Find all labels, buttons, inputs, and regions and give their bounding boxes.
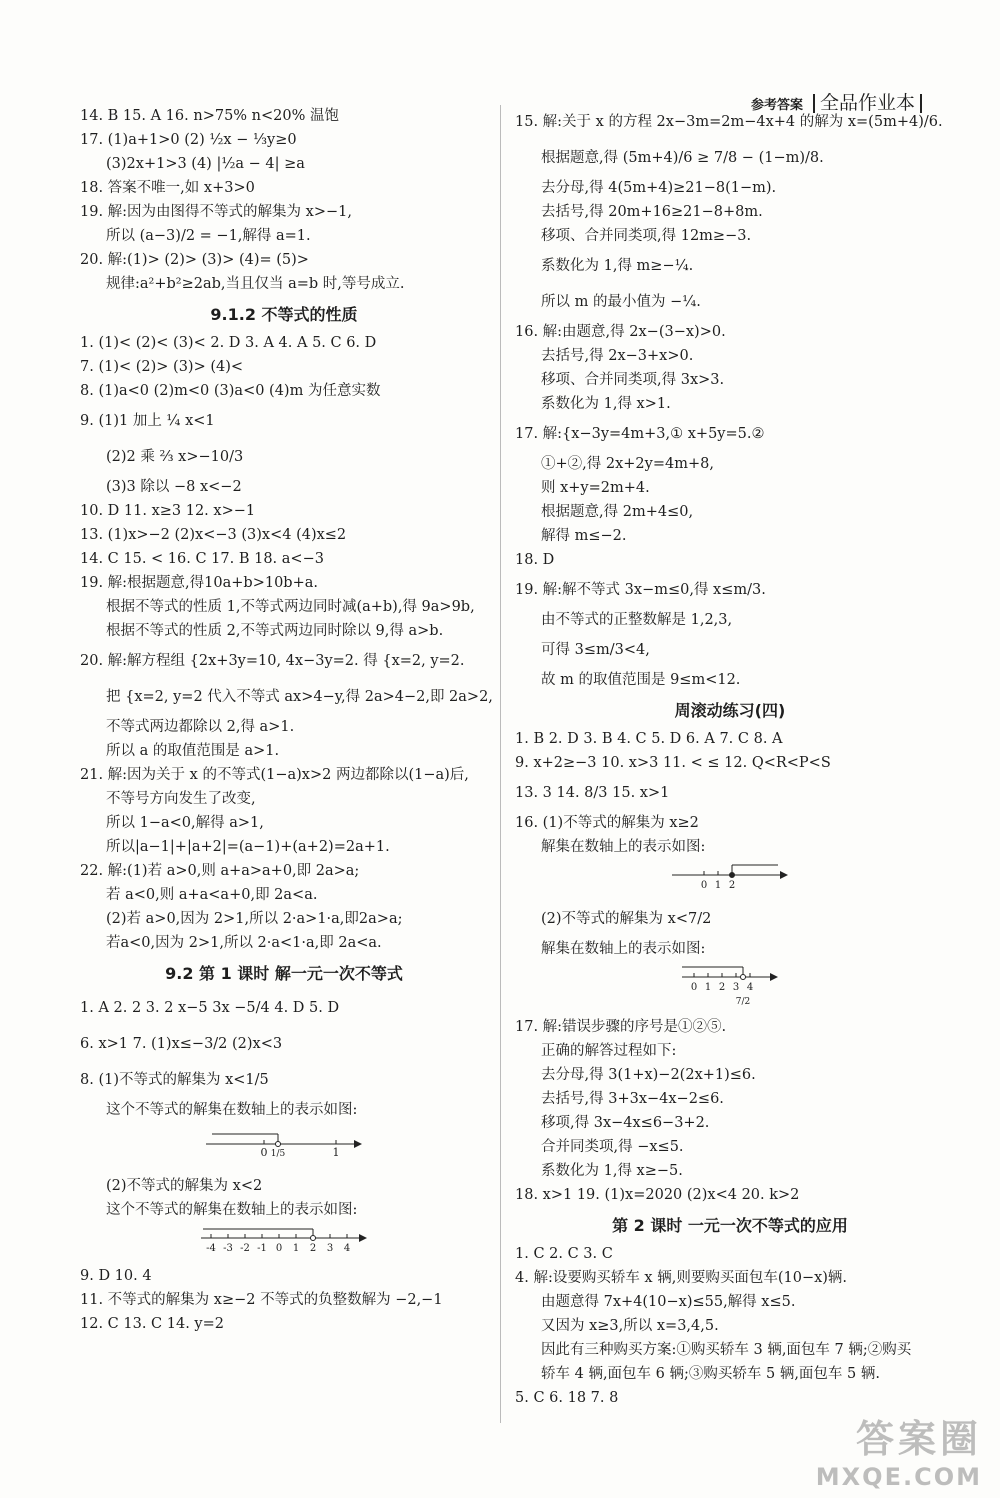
column-divider <box>500 105 501 1423</box>
answer-line: 22. 解:(1)若 a>0,则 a+a>a+0,即 2a>a; <box>80 863 360 879</box>
axis-arrow <box>780 871 788 879</box>
tick-label: 2 <box>718 982 726 993</box>
answer-line: (3)3 除以 −8 x<−2 <box>106 479 242 495</box>
answer-line: 若 a<0,则 a+a<a+0,即 2a<a. <box>106 887 318 903</box>
answer-line: 19. 解:根据题意,得10a+b>10b+a. <box>80 575 318 591</box>
number-line-16-1 <box>670 861 790 895</box>
tick-label: 0 <box>690 982 698 993</box>
answer-line: 去括号,得 3+3x−4x−2≤6. <box>541 1091 724 1107</box>
tick-label: 0 <box>260 1146 268 1159</box>
answer-line: 所以|a−1|+|a+2|=(a−1)+(a+2)=2a+1. <box>106 839 390 855</box>
tick-label: 1 <box>332 1146 340 1159</box>
answer-line: 20. 解:解方程组 {2x+3y=10, 4x−3y=2. 得 {x=2, y=2. <box>80 653 465 669</box>
answer-line: 又因为 x≥3,所以 x=3,4,5. <box>541 1318 719 1334</box>
answer-line: (2)不等式的解集为 x<2 <box>106 1178 263 1194</box>
number-line-8-1 <box>204 1124 364 1168</box>
tick-label: 2 <box>728 880 736 891</box>
answer-line: 18. 答案不唯一,如 x+3>0 <box>80 180 255 196</box>
answer-line: 18. x>1 19. (1)x=2020 (2)x<4 20. k>2 <box>515 1187 800 1203</box>
tick-label: -2 <box>240 1243 250 1254</box>
answer-line: 系数化为 1,得 x≥−5. <box>541 1163 683 1179</box>
answer-line: 所以 a 的取值范围是 a>1. <box>106 743 280 759</box>
tick-label: -3 <box>223 1243 233 1254</box>
answer-line: 13. (1)x>−2 (2)x<−3 (3)x<4 (4)x≤2 <box>80 527 347 543</box>
number-line-figure <box>515 961 945 1015</box>
tick-label: -1 <box>257 1243 267 1254</box>
answer-line: 把 {x=2, y=2 代入不等式 ax>4−y,得 2a>4−2,即 2a>2, <box>106 689 493 705</box>
answer-line: 9. D 10. 4 <box>80 1268 152 1284</box>
answer-line: 系数化为 1,得 x>1. <box>541 396 671 412</box>
answer-line: (2)若 a>0,因为 2>1,所以 2·a>1·a,即2a>a; <box>106 911 403 927</box>
answer-line: 根据题意,得 (5m+4)/6 ≥ 7/8 − (1−m)/8. <box>541 150 824 166</box>
answer-line: 因此有三种购买方案:①购买轿车 3 辆,面包车 7 辆;②购买 <box>541 1342 912 1358</box>
number-line-figure <box>80 1222 488 1264</box>
answer-line: 8. (1)a<0 (2)m<0 (3)a<0 (4)m 为任意实数 <box>80 383 381 399</box>
answer-line: 系数化为 1,得 m≥−¼. <box>541 258 694 274</box>
answer-line: 16. (1)不等式的解集为 x≥2 <box>515 815 699 831</box>
answer-line: 17. 解:错误步骤的序号是①②⑤. <box>515 1019 727 1035</box>
number-line-16-2 <box>680 963 780 1009</box>
axis-arrow <box>359 1234 367 1242</box>
answer-line: 18. D <box>515 552 555 568</box>
answer-line: ①+②,得 2x+2y=4m+8, <box>541 456 714 472</box>
answer-line: 轿车 4 辆,面包车 6 辆;③购买轿车 5 辆,面包车 5 辆. <box>541 1366 880 1382</box>
answer-line: 可得 3≤m/3<4, <box>541 642 650 658</box>
answer-line: 1. B 2. D 3. B 4. C 5. D 6. A 7. C 8. A <box>515 731 783 747</box>
answer-line: 20. 解:(1)> (2)> (3)> (4)= (5)> <box>80 252 309 268</box>
right-column <box>515 104 945 1410</box>
tick-label: 1 <box>714 880 722 891</box>
watermark-bottom: MXQE.COM <box>815 1463 982 1491</box>
closed-endpoint <box>730 873 735 878</box>
answer-line: 去分母,得 4(5m+4)≥21−8(1−m). <box>541 180 777 196</box>
axis-arrow <box>770 973 778 981</box>
answer-line: 移项、合并同类项,得 12m≥−3. <box>541 228 752 244</box>
answer-line: 1. (1)< (2)< (3)< 2. D 3. A 4. A 5. C 6. D <box>80 335 377 351</box>
answer-line: 8. (1)不等式的解集为 x<1/5 <box>80 1072 269 1088</box>
answer-line: 解集在数轴上的表示如图: <box>541 941 706 957</box>
answer-line: 17. 解:{x−3y=4m+3,① x+5y=5.② <box>515 426 765 442</box>
answer-line: 6. x>1 7. (1)x≤−3/2 (2)x<3 <box>80 1036 283 1052</box>
answer-line: 13. 3 14. 8/3 15. x>1 <box>515 785 670 801</box>
answer-line: 解集在数轴上的表示如图: <box>541 839 706 855</box>
answer-line: 合并同类项,得 −x≤5. <box>541 1139 684 1155</box>
section-heading: 9.2 第 1 课时 解一元一次不等式 <box>165 964 403 983</box>
answer-line: 根据不等式的性质 1,不等式两边同时减(a+b),得 9a>9b, <box>106 599 475 615</box>
answer-line: 19. 解:解不等式 3x−m≤0,得 x≤m/3. <box>515 582 766 598</box>
answer-line: 解得 m≤−2. <box>541 528 627 544</box>
tick-label: 4 <box>746 982 754 993</box>
header-label: 参考答案 <box>750 98 803 113</box>
answer-line: 这个不等式的解集在数轴上的表示如图: <box>106 1102 358 1118</box>
left-column <box>80 104 493 1336</box>
answer-line: 若a<0,因为 2>1,所以 2·a<1·a,即 2a<a. <box>106 935 382 951</box>
axis-arrow <box>354 1140 362 1148</box>
answer-line: 14. B 15. A 16. n>75% n<20% 温饱 <box>80 108 340 124</box>
answer-line: (2)不等式的解集为 x<7/2 <box>541 911 712 927</box>
answer-line: 不等式两边都除以 2,得 a>1. <box>106 719 295 735</box>
number-line-figure <box>515 859 945 901</box>
tick-label: 1 <box>704 982 712 993</box>
answer-line: 14. C 15. < 16. C 17. B 18. a<−3 <box>80 551 324 567</box>
tick-label: 2 <box>309 1243 317 1254</box>
tick-label: -4 <box>206 1243 216 1254</box>
answer-line: 15. 解:关于 x 的方程 2x−3m=2m−4x+4 的解为 x=(5m+4)/6. <box>515 114 943 130</box>
answer-line: 19. 解:因为由图得不等式的解集为 x>−1, <box>80 204 352 220</box>
number-line-figure <box>80 1122 488 1174</box>
answer-line: 7. (1)< (2)> (3)> (4)< <box>80 359 244 375</box>
answer-line: 故 m 的取值范围是 9≤m<12. <box>541 672 741 688</box>
answer-line: 根据题意,得 2m+4≤0, <box>541 504 694 520</box>
answer-line: 9. x+2≥−3 10. x>3 11. < ≤ 12. Q<R<P<S <box>515 755 831 771</box>
answer-line: (2)2 乘 ⅔ x>−10/3 <box>106 449 244 465</box>
open-endpoint <box>741 975 746 980</box>
answer-line: 16. 解:由题意,得 2x−(3−x)>0. <box>515 324 726 340</box>
tick-label: 1 <box>292 1243 300 1254</box>
answer-line: 9. (1)1 加上 ¼ x<1 <box>80 413 215 429</box>
answer-line: (3)2x+1>3 (4) |½a − 4| ≥a <box>106 156 305 172</box>
answer-line: 17. (1)a+1>0 (2) ½x − ⅓y≥0 <box>80 132 297 148</box>
answer-line: 根据不等式的性质 2,不等式两边同时除以 9,得 a>b. <box>106 623 444 639</box>
answer-line: 11. 不等式的解集为 x≥−2 不等式的负整数解为 −2,−1 <box>80 1292 443 1308</box>
answer-line: 去括号,得 20m+16≥21−8+8m. <box>541 204 763 220</box>
answer-line: 移项、合并同类项,得 3x>3. <box>541 372 725 388</box>
answer-line: 所以 (a−3)/2 = −1,解得 a=1. <box>106 228 311 244</box>
answer-line: 不等号方向发生了改变, <box>106 791 256 807</box>
answer-line: 规律:a²+b²≥2ab,当且仅当 a=b 时,等号成立. <box>106 276 405 292</box>
tick-label: 0 <box>275 1243 283 1254</box>
tick-label: 0 <box>700 880 708 891</box>
answer-line: 所以 m 的最小值为 −¼. <box>541 294 701 310</box>
answer-line: 这个不等式的解集在数轴上的表示如图: <box>106 1202 358 1218</box>
watermark-top: 答案圈 <box>855 1417 982 1461</box>
answer-line: 21. 解:因为关于 x 的不等式(1−a)x>2 两边都除以(1−a)后, <box>80 767 469 783</box>
answer-line: 12. C 13. C 14. y=2 <box>80 1316 224 1332</box>
watermark-logo <box>802 1408 982 1490</box>
answer-line: 所以 1−a<0,解得 a>1, <box>106 815 264 831</box>
tick-label: 3 <box>326 1243 334 1254</box>
open-endpoint <box>311 1236 316 1241</box>
answer-line: 正确的解答过程如下: <box>541 1043 677 1059</box>
open-endpoint <box>276 1142 281 1147</box>
answer-line: 10. D 11. x≥3 12. x>−1 <box>80 503 256 519</box>
answer-line: 1. A 2. 2 3. 2 x−5 3x −5/4 4. D 5. D <box>80 1000 340 1016</box>
section-heading: 9.1.2 不等式的性质 <box>210 305 358 324</box>
tick-label: 3 <box>732 982 740 993</box>
answer-line: 4. 解:设要购买轿车 x 辆,则要购买面包车(10−x)辆. <box>515 1270 848 1286</box>
answer-line: 移项,得 3x−4x≤6−3+2. <box>541 1115 710 1131</box>
answer-line: 则 x+y=2m+4. <box>541 480 650 496</box>
answer-line: 去括号,得 2x−3+x>0. <box>541 348 694 364</box>
answer-line: 由题意得 7x+4(10−x)≤55,解得 x≤5. <box>541 1294 796 1310</box>
answer-line: 1. C 2. C 3. C <box>515 1246 613 1262</box>
answer-line: 5. C 6. 18 7. 8 <box>515 1390 619 1406</box>
tick-label: 1/5 <box>270 1149 286 1159</box>
section-heading: 周滚动练习(四) <box>674 701 786 720</box>
header-brand: 全品作业本 <box>813 94 922 113</box>
answer-line: 由不等式的正整数解是 1,2,3, <box>541 612 733 628</box>
tick-label: 4 <box>343 1243 351 1254</box>
tick-label: 7/2 <box>735 997 751 1007</box>
answer-line: 去分母,得 3(1+x)−2(2x+1)≤6. <box>541 1067 756 1083</box>
number-line-8-2 <box>199 1224 369 1258</box>
section-heading: 第 2 课时 一元一次不等式的应用 <box>612 1216 848 1235</box>
